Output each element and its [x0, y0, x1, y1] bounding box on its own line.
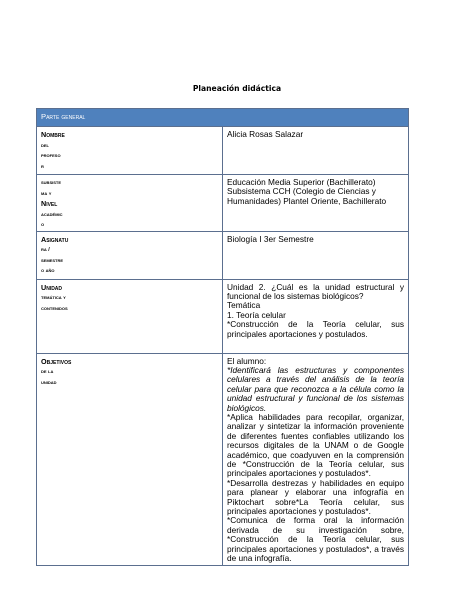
- objectives-intro: El alumno:: [227, 355, 267, 366]
- table-row: [37, 279, 409, 353]
- table-header-row: [37, 109, 409, 127]
- table-row: [37, 353, 409, 566]
- subsystem-text: Educación Media Superior (Bachillerato) Subsistema CCH (Colegio de Ciencias y Humanidades) Plantel Oriente, Bachillerato: [227, 177, 387, 206]
- planning-table: [36, 108, 409, 566]
- section-header: Parte general: [37, 109, 409, 127]
- label-line: Asignatu: [41, 234, 69, 244]
- row-label-nombre: [37, 127, 223, 175]
- row-value-unidad: [223, 279, 409, 353]
- label-line: ra /: [41, 247, 50, 253]
- label-line: Unidad: [41, 282, 63, 292]
- row-value-nombre: [223, 127, 409, 175]
- objective-item: *Desarrolla destrezas y habilidades en equipo para planear y elaborar una infografía en Piktochart sobre*La Teoría celular, sus principales aportaciones y postulados*.: [227, 477, 404, 516]
- label-line: o año: [41, 268, 55, 274]
- row-label-objetivos: [37, 353, 223, 566]
- label-line: Nivel: [41, 199, 58, 208]
- label-line: temática y: [41, 295, 66, 301]
- table-row: [37, 175, 409, 232]
- row-label-subsistema: [37, 175, 223, 232]
- label-line: profeso: [41, 153, 61, 159]
- label-line: ma y: [41, 190, 52, 197]
- unit-subtopic: *Construcción de la Teoría celular, sus principales aportaciones y postulados.: [227, 319, 404, 339]
- row-label-asignatura: [37, 231, 223, 279]
- objective-item: *Identificará las estructuras y componentes celulares a través del análisis de la teoría celular para que reconozca a la célula como la unidad estructural y funcional de los sistemas biológicos.: [227, 364, 404, 413]
- subject-text: Biología I 3er Semestre: [227, 233, 314, 244]
- label-line: Nombre: [41, 130, 65, 139]
- row-label-unidad: [37, 279, 223, 353]
- label-line: académic: [41, 211, 63, 218]
- teacher-name: Alicia Rosas Salazar: [227, 129, 304, 139]
- label-line: Objetivos: [41, 356, 72, 366]
- row-value-objetivos: [223, 353, 409, 566]
- objective-item: *Aplica habilidades para recopilar, organizar, analizar y sintetizar la información proveniente de diferentes fuentes confiables utilizando los recursos digitales de la UNAM o de Google académico, que coadyuven en la comprensión de *Construcción de la Teoría celular, sus principales aportaciones y postulados*.: [227, 411, 404, 479]
- page-title: Planeación didáctica: [192, 84, 282, 93]
- row-value-asignatura: [223, 231, 409, 279]
- unit-theme-label: Temática: [227, 300, 261, 311]
- objective-item: *Comunica de forma oral la información derivada de su investigación sobre, *Construcción de la Teoría celular, sus principales aportaciones y postulados*, a través de una infografía.: [227, 515, 404, 564]
- row-value-subsistema: [223, 175, 409, 232]
- label-line: del: [41, 142, 49, 149]
- label-line: de la: [41, 369, 54, 375]
- label-line: unidad: [41, 379, 57, 386]
- unit-question: Unidad 2. ¿Cuál es la unidad estructural y funcional de los sistemas biológicos?: [227, 281, 404, 301]
- label-line: semestre: [41, 257, 64, 264]
- unit-topic: 1. Teoría celular: [227, 309, 286, 320]
- label-line: subsiste: [41, 180, 62, 186]
- label-line: r: [41, 163, 44, 170]
- label-line: o: [41, 222, 45, 228]
- label-line: contenidos: [41, 305, 68, 312]
- table-row: [37, 127, 409, 175]
- table-row: [37, 231, 409, 279]
